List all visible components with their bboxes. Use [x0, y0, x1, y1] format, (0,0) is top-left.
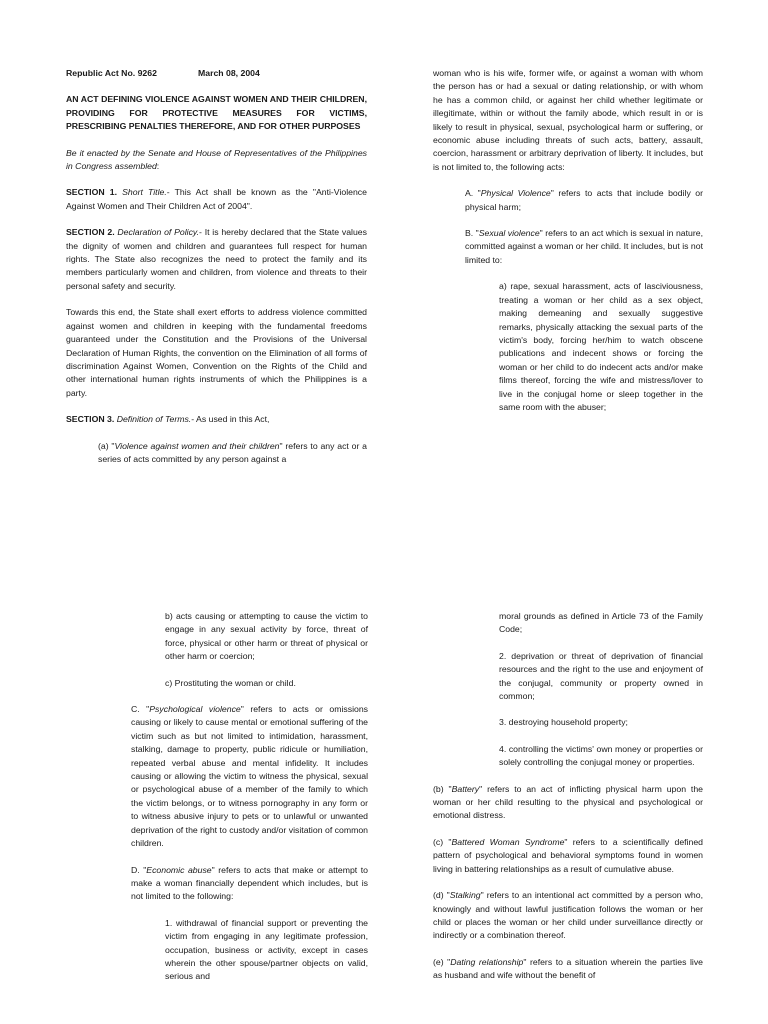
act-header — [66, 67, 367, 80]
section-2-paragraph-2: Towards this end, the State shall exert efforts to address violence committed against women and children in keeping with the fundamental freedoms guaranteed under the Constitution and the Provisions of the Universal Declaration of Human Rights, the convention on the Elimination of all forms of discrimination Against Women, Convention on the Rights of the Child and other international human rights instruments of which the Philippines is a party. — [66, 307, 367, 398]
enactment-clause: Be it enacted by the Senate and House of Representatives of the Philippines in Congress assembled: — [66, 147, 367, 172]
definition-a: (a) "Violence against women and their children" refers to any act or a series of acts committed by any person against a — [98, 440, 367, 464]
economic-abuse: D. "Economic abuse" refers to acts that make or attempt to make a woman financially dependent which includes, but is not limited to the following: — [131, 864, 368, 902]
sexual-violence-item-c: c) Prostituting the woman or child. — [165, 677, 296, 688]
sexual-violence-item-a: a) rape, sexual harassment, acts of lasciviousness, treating a woman or her child as a sex object, making demeaning and sexually suggestive remarks, physically attacking the sexual parts of the victim's body, forcing her/him to watch obscene publications and indecent shows or forcing the woman or her child to do indecent acts and/or make films thereof, forcing the wife and mistress/lover to live in the conjugal home or sleep together in the same room with the abuser; — [499, 281, 703, 412]
section-3: SECTION 3. Definition of Terms.- As used in this Act, — [66, 414, 270, 425]
definition-a-continuation: woman who is his wife, former wife, or against a woman with whom the person has or had a sexual or dating relationship, or with whom he has a common child, or against her child whether legitimate or illegitimate, within or without the family abode, which result in or is likely to result in physical, sexual, psychological harm or suffering, or economic abuse including threats of such acts, battery, assault, coercion, harassment or arbitrary deprivation of liberty. It includes, but is not limited to, the following acts: — [433, 68, 703, 172]
definition-e-dating-relationship: (e) "Dating relationship" refers to a situation wherein the parties live as husband and wife without the benefit of — [433, 956, 703, 981]
definition-d-stalking: (d) "Stalking" refers to an intentional act committed by a person who, knowingly and without lawful justification follows the woman or her child or places the woman or her child under surveillance directly or indirectly or a combination thereof. — [433, 890, 703, 941]
column-3 — [131, 610, 368, 997]
physical-violence: A. "Physical Violence" refers to acts that include bodily or physical harm; — [465, 188, 703, 212]
economic-abuse-item-4: 4. controlling the victims' own money or properties or solely controlling the conjugal money or properties. — [499, 743, 703, 768]
act-title: AN ACT DEFINING VIOLENCE AGAINST WOMEN AND THEIR CHILDREN, PROVIDING FOR PROTECTIVE MEASURES FOR VICTIMS, PRESCRIBING PENALTIES THEREFORE, AND FOR OTHER PURPOSES — [66, 94, 367, 132]
sexual-violence-item-b: b) acts causing or attempting to cause the victim to engage in any sexual activity by force, threat of force, physical or other harm or threat of physical or other harm or coercion; — [165, 611, 368, 662]
act-number: Republic Act No. 9262 — [66, 68, 157, 78]
section-2: SECTION 2. Declaration of Policy.- It is hereby declared that the State values the dignity of women and children and guarantees full respect for human rights. The State also recognizes the need to protect the family and its members particularly women and children, from violence and threats to their personal safety and security. — [66, 227, 367, 291]
economic-abuse-item-2: 2. deprivation or threat of deprivation of financial resources and the right to the use and enjoyment of the conjugal, community or property owned in common; — [499, 650, 703, 702]
column-4 — [433, 610, 703, 996]
sexual-violence: B. "Sexual violence" refers to an act which is sexual in nature, committed against a woman or her child. It includes, but is not limited to: — [465, 228, 703, 265]
economic-abuse-item-1-continuation: moral grounds as defined in Article 73 of the Family Code; — [499, 611, 703, 635]
definition-c-battered-woman-syndrome: (c) "Battered Woman Syndrome" refers to a scientifically defined pattern of psychological and behavioral symptoms found in women living in battering relationships as a result of cumulative abuse. — [433, 836, 703, 874]
column-1 — [66, 67, 367, 479]
psychological-violence: C. "Psychological violence" refers to acts or omissions causing or likely to cause mental or emotional suffering of the victim such as but not limited to intimidation, harassment, stalking, damage to property, public ridicule or humiliation, repeated verbal abuse and mental infidelity. It includes causing or allowing the victim to witness the physical, sexual or psychological abuse of a member of the family to which the victim belongs, or to witness pornography in any form or to witness abusive injury to pets or to unlawful or unwanted deprivation of the right to custody and/or visitation of common children. — [131, 704, 369, 849]
economic-abuse-item-3: 3. destroying household property; — [499, 717, 628, 728]
economic-abuse-item-1: 1. withdrawal of financial support or preventing the victim from engaging in any legitimate profession, occupation, business or activity, except in cases wherein the other spouse/partner objects on valid, serious and — [165, 917, 368, 982]
definition-b-battery: (b) "Battery" refers to an act of inflicting physical harm upon the woman or her child resulting to the physical and psychological or emotional distress. — [433, 783, 703, 821]
section-1: SECTION 1. Short Title.- This Act shall be known as the "Anti-Violence Against Women and Their Children Act of 2004". — [66, 187, 367, 211]
column-2 — [433, 67, 703, 427]
act-date: March 08, 2004 — [198, 68, 260, 78]
